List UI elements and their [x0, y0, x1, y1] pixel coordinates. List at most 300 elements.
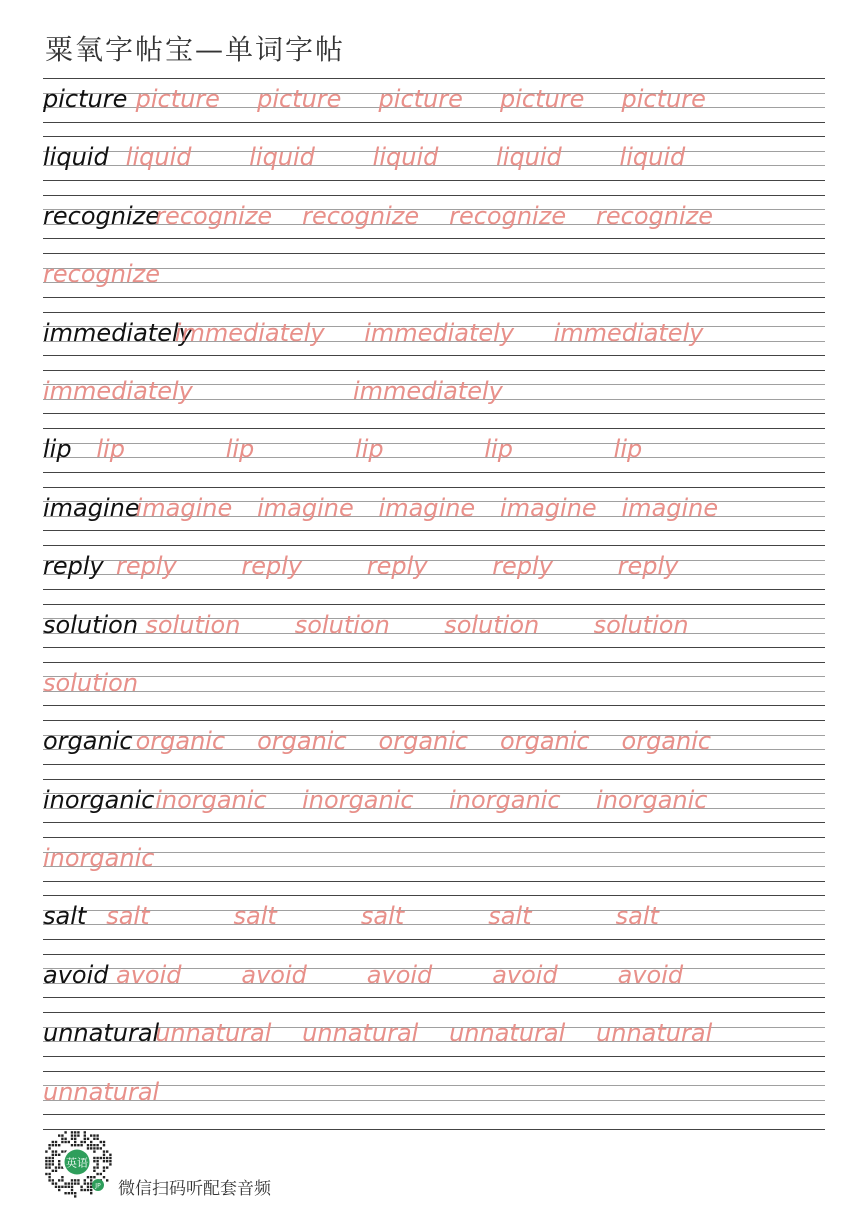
- qr-module: [96, 1166, 98, 1168]
- trace-word: liquid: [496, 143, 562, 172]
- qr-module: [100, 1141, 102, 1143]
- qr-module: [100, 1157, 102, 1159]
- qr-module: [80, 1186, 82, 1188]
- qr-module: [93, 1170, 95, 1172]
- trace-word: liquid: [372, 143, 439, 172]
- qr-module: [103, 1170, 105, 1172]
- qr-module: [96, 1157, 98, 1159]
- qr-module: [80, 1144, 82, 1146]
- qr-module: [68, 1192, 70, 1194]
- trace-word: inorganic: [596, 785, 708, 814]
- qr-module: [48, 1144, 50, 1146]
- trace-word: recognize: [155, 201, 273, 230]
- trace-word: lip: [355, 435, 384, 464]
- trace-word: solution: [145, 610, 241, 639]
- qr-module: [55, 1166, 57, 1168]
- qr-module: [52, 1179, 54, 1181]
- trace-word: liquid: [125, 143, 192, 172]
- qr-module: [58, 1189, 60, 1191]
- trace-word: avoid: [116, 960, 182, 989]
- qr-module: [48, 1179, 50, 1181]
- qr-module: [103, 1160, 105, 1162]
- qr-module: [52, 1150, 54, 1152]
- qr-module: [93, 1150, 95, 1152]
- qr-module: [103, 1150, 105, 1152]
- qr-module: [93, 1147, 95, 1149]
- trace-word: avoid: [492, 960, 558, 989]
- qr-module: [48, 1160, 50, 1162]
- qr-module: [93, 1160, 95, 1162]
- qr-module: [96, 1147, 98, 1149]
- practice-row: [43, 954, 825, 1012]
- model-word: picture: [43, 85, 128, 113]
- trace-word: recognize: [43, 260, 160, 289]
- trace-word: immediately: [553, 318, 704, 347]
- qr-module: [55, 1154, 57, 1156]
- guide-line-top: [43, 312, 825, 313]
- trace-word: picture: [257, 85, 342, 113]
- qr-module: [45, 1173, 47, 1175]
- guide-line-bottom: [43, 997, 825, 998]
- trace-word: avoid: [241, 960, 307, 989]
- guide-line-top: [43, 1012, 825, 1013]
- qr-module: [90, 1179, 92, 1181]
- trace-word: organic: [378, 727, 469, 756]
- trace-word: solution: [444, 610, 540, 639]
- qr-module: [93, 1134, 95, 1136]
- qr-module: [106, 1179, 108, 1181]
- qr-module: [64, 1131, 66, 1133]
- qr-module: [90, 1186, 92, 1188]
- guide-line-middle: [43, 1100, 825, 1101]
- qr-module: [45, 1157, 47, 1159]
- guide-line-top: [43, 895, 825, 896]
- qr-module: [109, 1163, 111, 1165]
- qr-module: [68, 1141, 70, 1143]
- qr-module: [77, 1182, 79, 1184]
- model-word: salt: [43, 902, 87, 931]
- qr-module: [87, 1176, 89, 1178]
- qr-module: [71, 1138, 73, 1140]
- qr-module: [71, 1144, 73, 1146]
- trace-word: unnatural: [596, 1019, 713, 1048]
- qr-module: [84, 1131, 86, 1133]
- model-word: inorganic: [43, 785, 155, 814]
- qr-module: [45, 1166, 47, 1168]
- qr-module: [71, 1179, 73, 1181]
- trace-word: reply: [241, 552, 303, 581]
- trace-word: organic: [257, 727, 347, 756]
- trace-word: lip: [96, 435, 125, 464]
- practice-row: [43, 428, 825, 486]
- trace-word: imagine: [135, 493, 233, 522]
- qr-module: [87, 1144, 89, 1146]
- trace-word: organic: [621, 727, 712, 756]
- qr-module: [103, 1144, 105, 1146]
- qr-module: [61, 1134, 63, 1136]
- scan-caption: 微信扫码听配套音频: [118, 1179, 271, 1199]
- trace-word: unnatural: [155, 1019, 272, 1048]
- qr-module: [48, 1163, 50, 1165]
- guide-line-bottom: [43, 413, 825, 414]
- qr-module: [61, 1150, 63, 1152]
- qr-module: [103, 1166, 105, 1168]
- guide-line-top: [43, 370, 825, 371]
- practice-row: [43, 895, 825, 953]
- qr-module: [84, 1179, 86, 1181]
- qr-module: [58, 1160, 60, 1162]
- guide-line-middle: [43, 852, 825, 853]
- qr-module: [52, 1144, 54, 1146]
- guide-line-top: [43, 253, 825, 254]
- guide-line-top: [43, 487, 825, 488]
- guide-line-top: [43, 78, 825, 79]
- qr-module: [45, 1163, 47, 1165]
- practice-row: [43, 720, 825, 778]
- trace-word: imagine: [257, 493, 354, 522]
- trace-word: solution: [593, 610, 689, 639]
- qr-module: [58, 1134, 60, 1136]
- guide-line-top: [43, 954, 825, 955]
- qr-module: [64, 1138, 66, 1140]
- guide-line-bottom: [43, 1114, 825, 1115]
- qr-module: [71, 1192, 73, 1194]
- practice-row: [43, 545, 825, 603]
- qr-module: [52, 1157, 54, 1159]
- practice-row: [43, 312, 825, 370]
- trace-word: imagine: [500, 493, 597, 522]
- qr-module: [93, 1166, 95, 1168]
- qr-module: [48, 1147, 50, 1149]
- practice-row: [43, 78, 825, 136]
- qr-module: [58, 1179, 60, 1181]
- trace-word: lip: [484, 435, 513, 464]
- trace-word: lip: [225, 435, 255, 464]
- trace-word: reply: [116, 552, 177, 581]
- trace-word: immediately: [353, 376, 503, 405]
- qr-module: [74, 1144, 76, 1146]
- trace-word: inorganic: [449, 785, 561, 814]
- qr-module: [77, 1179, 79, 1181]
- qr-module: [64, 1192, 66, 1194]
- qr-module: [55, 1182, 57, 1184]
- trace-word: picture: [378, 85, 463, 113]
- qr-module: [48, 1157, 50, 1159]
- trace-word: unnatural: [43, 1077, 160, 1106]
- qr-module: [58, 1163, 60, 1165]
- qr-module: [90, 1141, 92, 1143]
- qr-module: [61, 1141, 63, 1143]
- qr-module: [64, 1186, 66, 1188]
- qr-module: [90, 1189, 92, 1191]
- qr-module: [74, 1179, 76, 1181]
- guide-line-top: [43, 662, 825, 663]
- qr-module: [80, 1189, 82, 1191]
- practice-row: [43, 253, 825, 311]
- trace-word: reply: [617, 552, 679, 581]
- guide-line-middle: [43, 866, 825, 867]
- model-word: solution: [43, 610, 139, 639]
- qr-module: [96, 1163, 98, 1165]
- qr-module: [58, 1154, 60, 1156]
- qr-module: [52, 1141, 54, 1143]
- practice-row: [43, 604, 825, 662]
- qr-module: [93, 1144, 95, 1146]
- qr-module: [87, 1138, 89, 1140]
- practice-row: [43, 662, 825, 720]
- qr-module: [93, 1138, 95, 1140]
- qr-module: [90, 1176, 92, 1178]
- qr-module: [100, 1173, 102, 1175]
- qr-module: [55, 1144, 57, 1146]
- qr-module: [93, 1157, 95, 1159]
- qr-module: [90, 1134, 92, 1136]
- model-word: organic: [43, 727, 133, 756]
- qr-code[interactable]: [42, 1128, 112, 1198]
- qr-badge-text: 英语: [66, 1156, 88, 1170]
- model-word: imagine: [43, 493, 140, 522]
- guide-line-middle: [43, 910, 825, 911]
- qr-module: [52, 1170, 54, 1172]
- qr-module: [87, 1182, 89, 1184]
- guide-line-top: [43, 1071, 825, 1072]
- guide-line-bottom: [43, 939, 825, 940]
- guide-line-middle: [43, 676, 825, 677]
- trace-word: liquid: [619, 143, 686, 172]
- qr-module: [84, 1182, 86, 1184]
- qr-module: [103, 1141, 105, 1143]
- guide-line-bottom: [43, 822, 825, 823]
- qr-module: [96, 1144, 98, 1146]
- guide-line-top: [43, 545, 825, 546]
- guide-line-top: [43, 779, 825, 780]
- qr-module: [96, 1160, 98, 1162]
- qr-module: [71, 1189, 73, 1191]
- practice-row: [43, 837, 825, 895]
- trace-word: picture: [621, 85, 706, 113]
- model-word: liquid: [43, 143, 109, 172]
- qr-module: [74, 1195, 76, 1197]
- qr-module: [100, 1147, 102, 1149]
- practice-row: [43, 1071, 825, 1129]
- trace-word: salt: [488, 902, 532, 931]
- qr-module: [90, 1147, 92, 1149]
- qr-module: [64, 1182, 66, 1184]
- qr-small-badge-text: JP: [95, 1182, 101, 1190]
- trace-word: avoid: [366, 960, 433, 989]
- guide-line-bottom: [43, 355, 825, 356]
- qr-module: [71, 1134, 73, 1136]
- qr-module: [45, 1160, 47, 1162]
- model-word: recognize: [43, 201, 160, 230]
- qr-module: [74, 1131, 76, 1133]
- practice-row: [43, 136, 825, 194]
- qr-module: [87, 1147, 89, 1149]
- guide-line-top: [43, 195, 825, 196]
- qr-module: [55, 1170, 57, 1172]
- qr-module: [74, 1138, 76, 1140]
- guide-line-middle: [43, 443, 825, 444]
- qr-module: [74, 1134, 76, 1136]
- guide-line-top: [43, 720, 825, 721]
- trace-word: recognize: [302, 201, 420, 230]
- trace-word: unnatural: [302, 1019, 419, 1048]
- qr-module: [45, 1150, 47, 1152]
- guide-line-middle: [43, 1085, 825, 1086]
- qr-module: [55, 1141, 57, 1143]
- guide-line-top: [43, 837, 825, 838]
- model-word: unnatural: [43, 1019, 160, 1048]
- qr-module: [61, 1138, 63, 1140]
- page-title: 粟氧字帖宝—单词字帖: [45, 33, 346, 66]
- qr-module: [71, 1186, 73, 1188]
- trace-word: immediately: [43, 376, 193, 405]
- qr-module: [68, 1182, 70, 1184]
- qr-module: [61, 1186, 63, 1188]
- qr-module: [84, 1134, 86, 1136]
- qr-module: [84, 1189, 86, 1191]
- guide-line-bottom: [43, 647, 825, 648]
- qr-module: [96, 1173, 98, 1175]
- qr-module: [64, 1141, 66, 1143]
- trace-word: picture: [500, 85, 585, 113]
- model-word: avoid: [43, 960, 109, 989]
- trace-word: solution: [294, 610, 390, 639]
- footer: [42, 1128, 442, 1198]
- qr-module: [74, 1192, 76, 1194]
- trace-word: imagine: [621, 493, 719, 522]
- qr-module: [68, 1186, 70, 1188]
- qr-module: [103, 1176, 105, 1178]
- trace-word: immediately: [364, 318, 515, 347]
- qr-module: [71, 1182, 73, 1184]
- trace-word: picture: [135, 85, 220, 113]
- trace-word: salt: [106, 902, 150, 931]
- qr-module: [58, 1186, 60, 1188]
- trace-word: recognize: [449, 201, 567, 230]
- guide-line-top: [43, 604, 825, 605]
- trace-word: inorganic: [43, 844, 155, 873]
- practice-row: [43, 1012, 825, 1070]
- qr-module: [109, 1157, 111, 1159]
- model-word: reply: [43, 552, 104, 581]
- trace-word: salt: [360, 902, 405, 931]
- qr-module: [106, 1150, 108, 1152]
- trace-word: salt: [615, 902, 659, 931]
- guide-line-top: [43, 428, 825, 429]
- qr-module: [106, 1160, 108, 1162]
- qr-module: [52, 1163, 54, 1165]
- practice-row: [43, 487, 825, 545]
- trace-word: lip: [613, 435, 643, 464]
- practice-row: [43, 195, 825, 253]
- qr-module: [109, 1154, 111, 1156]
- qr-module: [84, 1138, 86, 1140]
- qr-module: [52, 1182, 54, 1184]
- qr-module: [80, 1141, 82, 1143]
- trace-word: organic: [500, 727, 590, 756]
- qr-module: [52, 1160, 54, 1162]
- model-word: lip: [43, 435, 72, 464]
- guide-line-middle: [43, 924, 825, 925]
- qr-module: [106, 1157, 108, 1159]
- qr-module: [48, 1166, 50, 1168]
- qr-module: [77, 1144, 79, 1146]
- guide-line-middle: [43, 282, 825, 283]
- practice-row: [43, 779, 825, 837]
- qr-module: [48, 1173, 50, 1175]
- guide-line-bottom: [43, 297, 825, 298]
- qr-module: [109, 1160, 111, 1162]
- qr-module: [90, 1144, 92, 1146]
- qr-module: [48, 1176, 50, 1178]
- qr-module: [77, 1134, 79, 1136]
- practice-sheet: [43, 78, 825, 1130]
- trace-word: liquid: [249, 143, 315, 172]
- guide-line-bottom: [43, 180, 825, 181]
- trace-word: avoid: [617, 960, 684, 989]
- guide-line-bottom: [43, 122, 825, 123]
- qr-module: [55, 1186, 57, 1188]
- guide-line-bottom: [43, 472, 825, 473]
- qr-module: [52, 1154, 54, 1156]
- qr-module: [87, 1186, 89, 1188]
- guide-line-bottom: [43, 589, 825, 590]
- guide-line-bottom: [43, 238, 825, 239]
- qr-module: [90, 1192, 92, 1194]
- qr-module: [87, 1189, 89, 1191]
- qr-module: [74, 1182, 76, 1184]
- model-word: immediately: [43, 318, 193, 347]
- guide-line-bottom: [43, 705, 825, 706]
- qr-module: [93, 1176, 95, 1178]
- qr-module: [58, 1166, 60, 1168]
- guide-line-top: [43, 136, 825, 137]
- qr-module: [96, 1134, 98, 1136]
- guide-line-middle: [43, 691, 825, 692]
- qr-module: [61, 1179, 63, 1181]
- trace-word: salt: [233, 902, 277, 931]
- qr-module: [58, 1144, 60, 1146]
- guide-line-bottom: [43, 881, 825, 882]
- trace-word: organic: [135, 727, 226, 756]
- guide-line-middle: [43, 268, 825, 269]
- guide-line-middle: [43, 457, 825, 458]
- trace-word: inorganic: [155, 785, 267, 814]
- qr-module: [84, 1141, 86, 1143]
- practice-row: [43, 370, 825, 428]
- qr-module: [96, 1138, 98, 1140]
- qr-module: [103, 1157, 105, 1159]
- trace-word: imagine: [378, 493, 476, 522]
- trace-word: solution: [43, 668, 139, 697]
- trace-word: inorganic: [302, 785, 414, 814]
- trace-word: immediately: [174, 318, 325, 347]
- qr-module: [103, 1154, 105, 1156]
- trace-word: reply: [492, 552, 553, 581]
- qr-module: [74, 1141, 76, 1143]
- guide-line-bottom: [43, 1056, 825, 1057]
- qr-module: [71, 1131, 73, 1133]
- trace-word: unnatural: [449, 1019, 566, 1048]
- qr-module: [61, 1176, 63, 1178]
- guide-line-bottom: [43, 530, 825, 531]
- trace-word: reply: [366, 552, 428, 581]
- guide-line-bottom: [43, 764, 825, 765]
- qr-module: [106, 1166, 108, 1168]
- trace-word: recognize: [596, 201, 714, 230]
- qr-module: [55, 1150, 57, 1152]
